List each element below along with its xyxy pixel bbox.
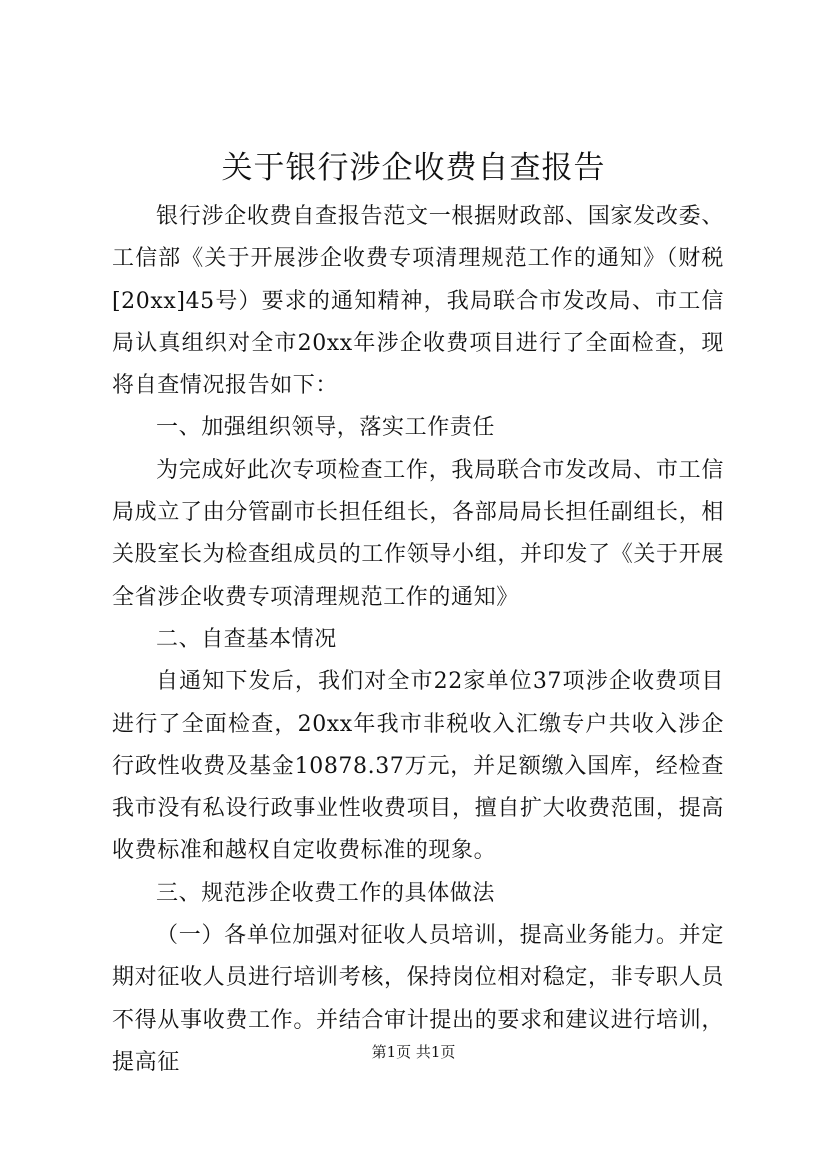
document-body	[112, 196, 724, 1084]
document-title: 关于银行涉企收费自查报告	[221, 150, 606, 186]
paragraph-section-2: 自通知下发后，我们对全市22家单位37项涉企收费项目进行了全面检查，20xx年我市非税收入汇缴专户共收入涉企行政性收费及基金10878.37万元，并足额缴入国库，经检查我市没有私设行政事业性收费项目，擅自扩大收费范围，提高收费标准和越权自定收费标准的现象。	[112, 669, 724, 864]
section-heading-3: 三、规范涉企收费工作的具体做法	[156, 880, 496, 906]
page-footer: 第1页 共1页	[371, 1043, 456, 1061]
section-heading-1: 一、加强组织领导，落实工作责任	[156, 415, 496, 441]
paragraph-section-3-item-1: （一）各单位加强对征收人员培训，提高业务能力。并定期对征收人员进行培训考核，保持岗位相对稳定，非专职人员不得从事收费工作。并结合审计提出的要求和建议进行培训，提高征	[112, 923, 724, 1075]
paragraph-section-1: 为完成好此次专项检查工作，我局联合市发改局、市工信局成立了由分管副市长担任组长，各部局局长担任副组长，相关股室长为检查组成员的工作领导小组，并印发了《关于开展全省涉企收费专项清理规范工作的通知》	[112, 457, 724, 610]
section-heading-2: 二、自查基本情况	[156, 626, 337, 652]
paragraph-intro: 银行涉企收费自查报告范文一根据财政部、国家发改委、工信部《关于开展涉企收费专项清理规范工作的通知》（财税[20xx]45号）要求的通知精神，我局联合市发改局、市工信局认真组织对全市20xx年涉企收费项目进行了全面检查，现将自查情况报告如下：	[112, 204, 724, 399]
